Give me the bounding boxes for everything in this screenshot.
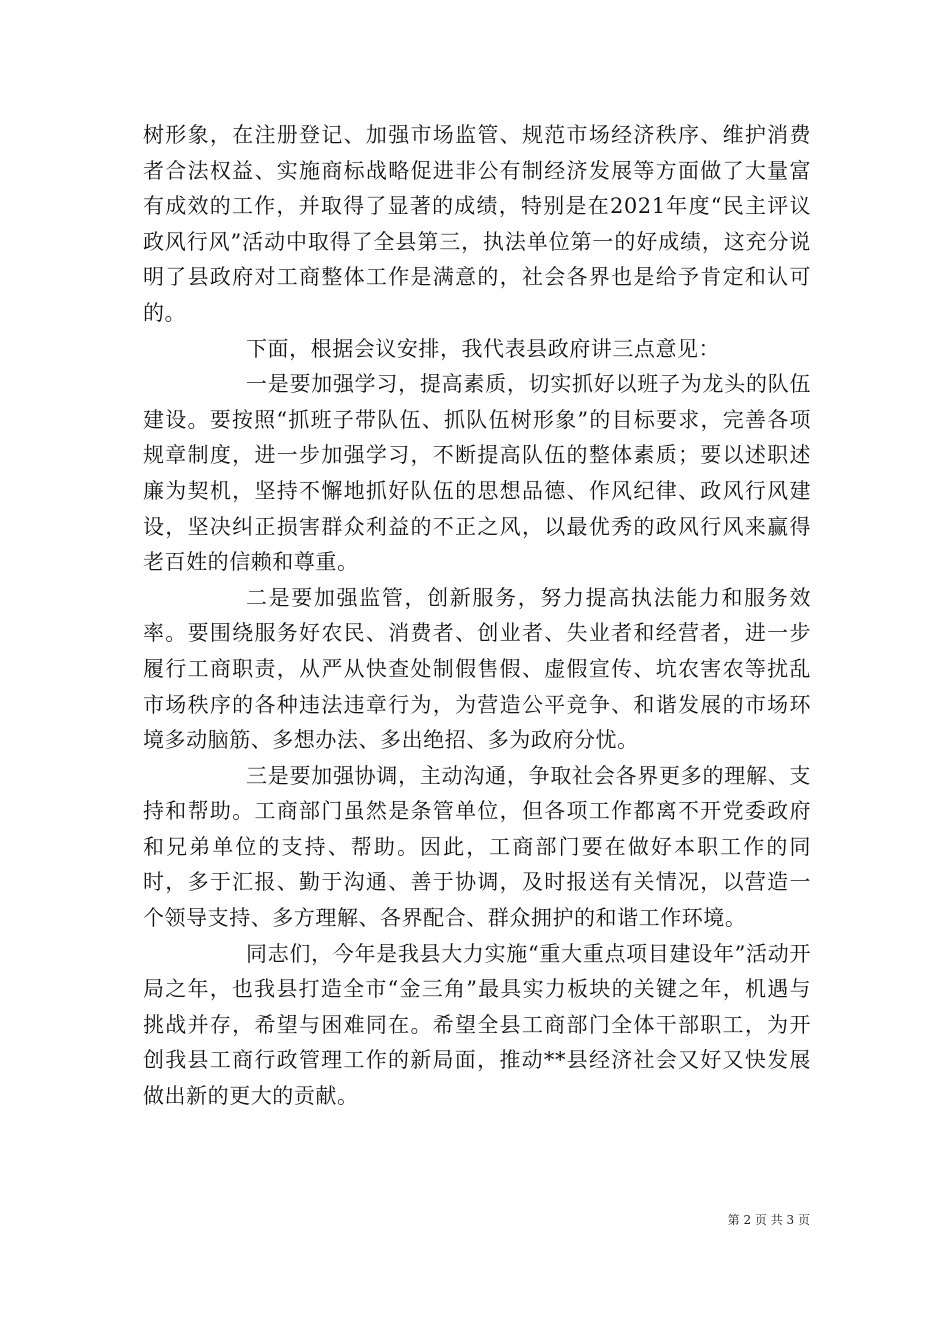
paragraph-opinion-two: 二是要加强监管，创新服务，努力提高执法能力和服务效率。要围绕服务好农民、消费者、创业者、失业者和经营者，进一步履行工商职责，从严从快查处制假售假、虚假宣传、坑农害农等扰乱市场秩序的各种违法违章行为，为营造公平竞争、和谐发展的市场环境多动脑筋、多想办法、多出绝招、多为政府分忧。 [143,585,811,753]
page-number: 第 2 页 共 3 页 [727,1213,810,1227]
paragraph-opinion-one: 一是要加强学习，提高素质，切实抓好以班子为龙头的队伍建设。要按照“抓班子带队伍、抓队伍树形象”的目标要求，完善各项规章制度，进一步加强学习，不断提高队伍的整体素质；要以述职述廉为契机，坚持不懈地抓好队伍的思想品德、作风纪律、政风行风建设，坚决纠正损害群众利益的不正之风，以最优秀的政风行风来赢得老百姓的信赖和尊重。 [143,372,811,575]
paragraph-closing: 同志们，今年是我县大力实施“重大重点项目建设年”活动开局之年，也我县打造全市“金三角”最具实力板块的关键之年，机遇与挑战并存，希望与困难同在。希望全县工商部门全体干部职工，为开创我县工商行政管理工作的新局面，推动**县经济社会又好又快发展做出新的更大的贡献。 [143,941,811,1109]
paragraph-intro-opinions: 下面，根据会议安排，我代表县政府讲三点意见： [246,336,721,361]
paragraph-continuation: 树形象，在注册登记、加强市场监管、规范市场经济秩序、维护消费者合法权益、实施商标战略促进非公有制经济发展等方面做了大量富有成效的工作，并取得了显著的成绩，特别是在2021年度“民主评议政风行风”活动中取得了全县第三，执法单位第一的好成绩，这充分说明了县政府对工商整体工作是满意的，社会各界也是给予肯定和认可的。 [143,123,811,325]
paragraph-opinion-three: 三是要加强协调，主动沟通，争取社会各界更多的理解、支持和帮助。工商部门虽然是条管单位，但各项工作都离不开党委政府和兄弟单位的支持、帮助。因此，工商部门要在做好本职工作的同时，多于汇报、勤于沟通、善于协调，及时报送有关情况，以营造一个领导支持、多方理解、各界配合、群众拥护的和谐工作环境。 [143,763,811,931]
document-body [143,118,811,1115]
